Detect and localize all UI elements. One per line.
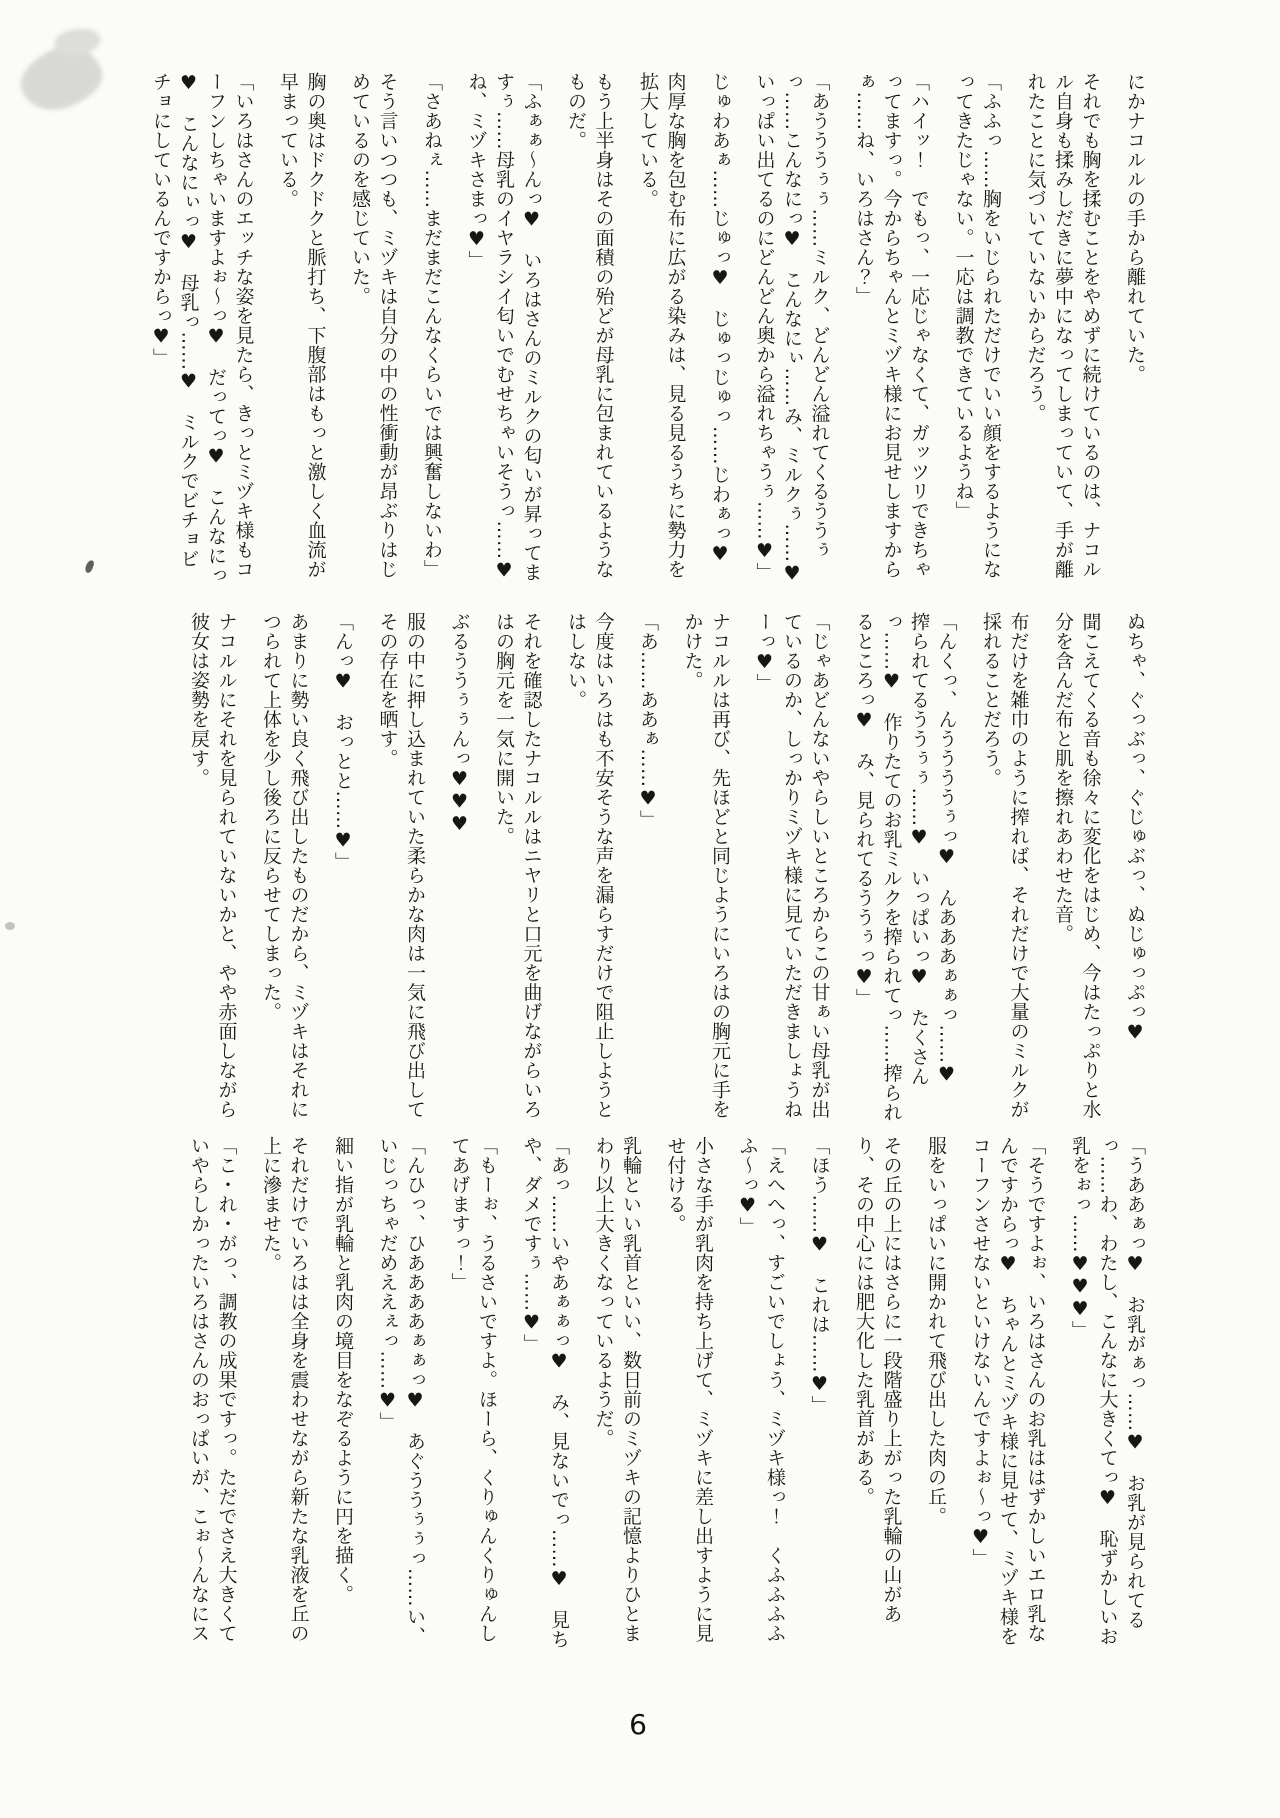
paragraph: 「ふぁぁ～んっ♥ いろはさんのミルクの匂いが昇ってますぅ……母乳のイヤラシイ匂いでむせちゃいそうっ……♥ ね、ミヅキさまっ♥」 [465, 72, 543, 602]
paragraph: 「もーぉ、うるさいですよ。ほーら、くりゅんくりゅんしてあげますっ！」 [448, 1136, 498, 1643]
paragraph: 細い指が乳輪と乳肉の境目をなぞるように円を描く。 [332, 1136, 354, 1604]
paragraph: 「さあねぇ……まだまだこんなくらいでは興奮しないわ」 [421, 72, 443, 579]
paragraph: 「じゃあどんないやらしいところからこの甘ぁい母乳が出ているのか、しっかりミヅキ様に見ていただきましょうねーっ♥」 [753, 612, 831, 1119]
paragraph: 服の中に押し込まれていた柔らかな肉は一気に飛び出してその存在を晒す。 [376, 612, 426, 1119]
paragraph: ぶるううぅぅんっ♥♥♥ [448, 612, 471, 836]
paragraph: 「こ・れ・がっ、調教の成果ですっ。ただでさえ大きくていやらしかったいろはさんのおっぱいが、こぉ～んなにス [188, 1136, 238, 1643]
paragraph: 「えへへっ、すごいでしょう、ミヅキ様っ！ くふふふふふ～っ♥」 [736, 1136, 786, 1643]
scan-speck-artifact [5, 922, 15, 930]
paragraph: ナコルルにそれを見られていないかと、やや赤面しながら彼女は姿勢を戻す。 [188, 612, 238, 1119]
paragraph: ナコルルは再び、先ほどと同じようにいろはの胸元に手をかけた。 [681, 612, 731, 1119]
paragraph: 小さな手が乳肉を持ち上げて、ミヅキに差し出すように見せ付ける。 [664, 1136, 714, 1643]
paragraph: にかナコルルの手から離れていた。 [1124, 72, 1146, 384]
paragraph: 今度はいろはも不安そうな声を漏らすだけで阻止しようとはしない。 [565, 612, 615, 1119]
paragraph: 乳輪といい乳首といい、数日前のミヅキの記憶よりひとまわり以上大きくなっているようだ。 [592, 1136, 642, 1643]
paragraph: あまりに勢い良く飛び出したものだから、ミヅキはそれにつられて上体を少し後ろに反らせてしまった。 [260, 612, 310, 1119]
paragraph: ぬちゃ、ぐっぶっ、ぐじゅぶっ、ぬじゅっぷっ♥ [1124, 612, 1146, 1044]
page-number: 6 [629, 1708, 647, 1741]
paragraph: それを確認したナコルルはニヤリと口元を曲げながらいろはの胸元を一気に開いた。 [493, 612, 543, 1119]
paragraph: じゅわあぁ……じゅっ♥ じゅっじゅっ……じわぁっ♥ [709, 72, 731, 566]
paragraph: それだけでいろはは全身を震わせながら新たな乳液を丘の上に滲ませた。 [260, 1136, 310, 1643]
paragraph: 聞こえてくる音も徐々に変化をはじめ、今はたっぷりと水分を含んだ布と肌を擦れあわせた音。 [1052, 612, 1102, 1119]
paragraph: 「うああぁっ♥ お乳がぁっ……♥ お乳が見られてるっ……わ、わたし、こんなに大きくてっ♥ 恥ずかしいお乳をぉっ……♥♥♥」 [1069, 1136, 1146, 1646]
text-block-bottom [168, 1136, 1149, 1654]
paragraph: 「ハイッ！ でもっ、一応じゃなくて、ガッツリできちゃってますっ。今からちゃんとミヅキ様にお見せしますからぁ……ね、いろはさん？」 [853, 72, 930, 579]
paragraph: もう上半身はその面積の殆どが母乳に包まれているようなものだ。 [565, 72, 615, 579]
scan-smudge-artifact [13, 37, 110, 119]
text-block-top [130, 72, 1149, 605]
paragraph: 「あうううぅぅ……ミルク、どんどん溢れてくるううぅっ……こんなにっ♥ こんなにぃ……み、ミルクぅ……♥ いっぱい出てるのにどんどん奥から溢れちゃうぅ……♥」 [753, 72, 831, 605]
paragraph: そう言いつつも、ミヅキは自分の中の性衝動が昂ぶりはじめているのを感じていた。 [349, 72, 399, 579]
scan-speck-artifact [84, 559, 95, 574]
paragraph: その丘の上にはさらに一段階盛り上がった乳輪の山があり、その中心には肥大化した乳首がある。 [853, 1136, 903, 1624]
paragraph: 「ふふっ……胸をいじられただけでいい顔をするようになってきたじゃない。一応は調教できているようね」 [952, 72, 1002, 579]
paragraph: 「んっ♥ おっとと……♥」 [332, 612, 354, 872]
paragraph: 「ほう……♥ これは……♥」 [808, 1136, 831, 1415]
paragraph: 布だけを雑巾のように搾れば、それだけで大量のミルクが採れることだろう。 [980, 612, 1030, 1119]
paragraph: 「あっ……いやあぁぁっ♥ み、見ないでっ……♥ 見ちや、ダメですぅ……♥」 [520, 1136, 570, 1649]
paragraph: 胸の奥はドクドクと脈打ち、下腹部はもっと激しく血流が早まっている。 [277, 72, 327, 579]
paragraph: 「んくっ、んううううぅっ♥ んあああぁぁっ……♥ 搾られてるううぅぅ……♥ いっぱいっ♥ たくさんっ……♥ 作りたてのお乳ミルクを搾られてっ……搾られるところっ♥ み、見られてるううぅっ♥」 [853, 612, 958, 1122]
paragraph: 「いろはさんのエッチな姿を見たら、きっとミヅキ様もコーフンしちゃいますよぉ～っ♥ だってっ♥ こんなにっ♥ こんなにぃっ♥ 母乳っ……♥ ミルクでビチョビチョにしているんですからっ♥」 [150, 72, 255, 585]
paragraph: 「あ……ああぁ……♥」 [637, 612, 659, 830]
paragraph: それでも胸を揉むことをやめずに続けているのは、ナコルル自身も揉みしだきに夢中になってしまっていて、手が離れたことに気づいていないからだろう。 [1024, 72, 1102, 579]
paragraph: 肉厚な胸を包む布に広がる染みは、見る見るうちに勢力を拡大している。 [637, 72, 687, 579]
text-block-middle [168, 612, 1149, 1124]
paragraph: 「そうですよぉ、いろはさんのお乳ははずかしいエロ乳なんですからっ♥ ちゃんとミヅキ様に見せて、ミヅキ様をコーフンさせないといけないんですよぉ～っ♥」 [969, 1136, 1047, 1646]
paragraph: 「んひっ、ひああああぁぁっ♥ あぐううぅぅっ……い、いじっちゃだめええぇっ……♥」 [376, 1136, 426, 1646]
paragraph: 服をいっぱいに開かれて飛び出した肉の丘。 [925, 1136, 947, 1526]
